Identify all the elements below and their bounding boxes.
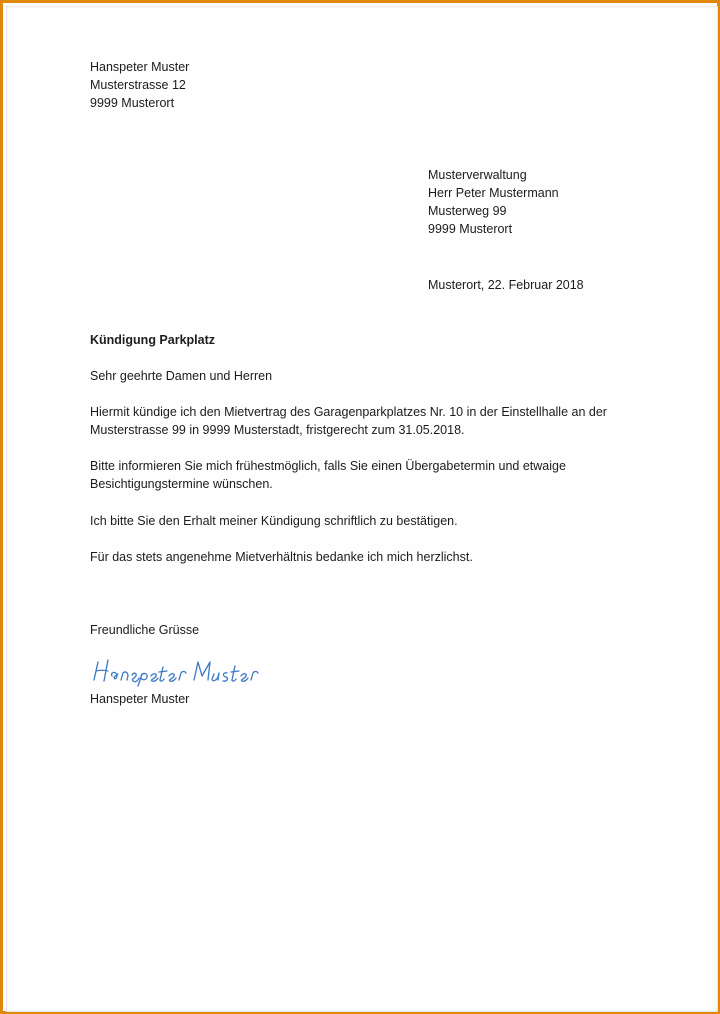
letter-subject: Kündigung Parkplatz [90, 333, 215, 347]
closing-phrase: Freundliche Grüsse [90, 623, 200, 637]
printed-signature-name: Hanspeter Muster [90, 692, 190, 706]
sender-name: Hanspeter Muster [90, 60, 190, 74]
paragraph-line: Besichtigungstermine wünschen. [90, 477, 273, 491]
body-paragraph-2 [90, 457, 566, 493]
body-paragraph-4: Für das stets angenehme Mietverhältnis bedanke ich mich herzlichst. [90, 550, 473, 564]
sender-city: 9999 Musterort [90, 96, 175, 110]
sender-street: Musterstrasse 12 [90, 78, 186, 92]
recipient-address [428, 166, 559, 238]
body-paragraph-1 [90, 403, 607, 439]
body-paragraph-3: Ich bitte Sie den Erhalt meiner Kündigung schriftlich zu bestätigen. [90, 514, 458, 528]
handwritten-signature [90, 654, 280, 688]
recipient-person: Herr Peter Mustermann [428, 186, 559, 200]
recipient-city: 9999 Musterort [428, 222, 513, 236]
sender-address [90, 58, 189, 112]
recipient-company: Musterverwaltung [428, 168, 527, 182]
recipient-street: Musterweg 99 [428, 204, 507, 218]
date-line: Musterort, 22. Februar 2018 [428, 278, 584, 292]
paragraph-line: Hiermit kündige ich den Mietvertrag des Garagenparkplatzes Nr. 10 in der Einstellhalle an der [90, 405, 607, 419]
salutation: Sehr geehrte Damen und Herren [90, 369, 273, 383]
letter-page [6, 6, 718, 1012]
paragraph-line: Musterstrasse 99 in 9999 Musterstadt, fristgerecht zum 31.05.2018. [90, 423, 465, 437]
paragraph-line: Bitte informieren Sie mich frühestmöglich, falls Sie einen Übergabetermin und etwaige [90, 459, 566, 473]
signature-stroke [94, 660, 258, 686]
